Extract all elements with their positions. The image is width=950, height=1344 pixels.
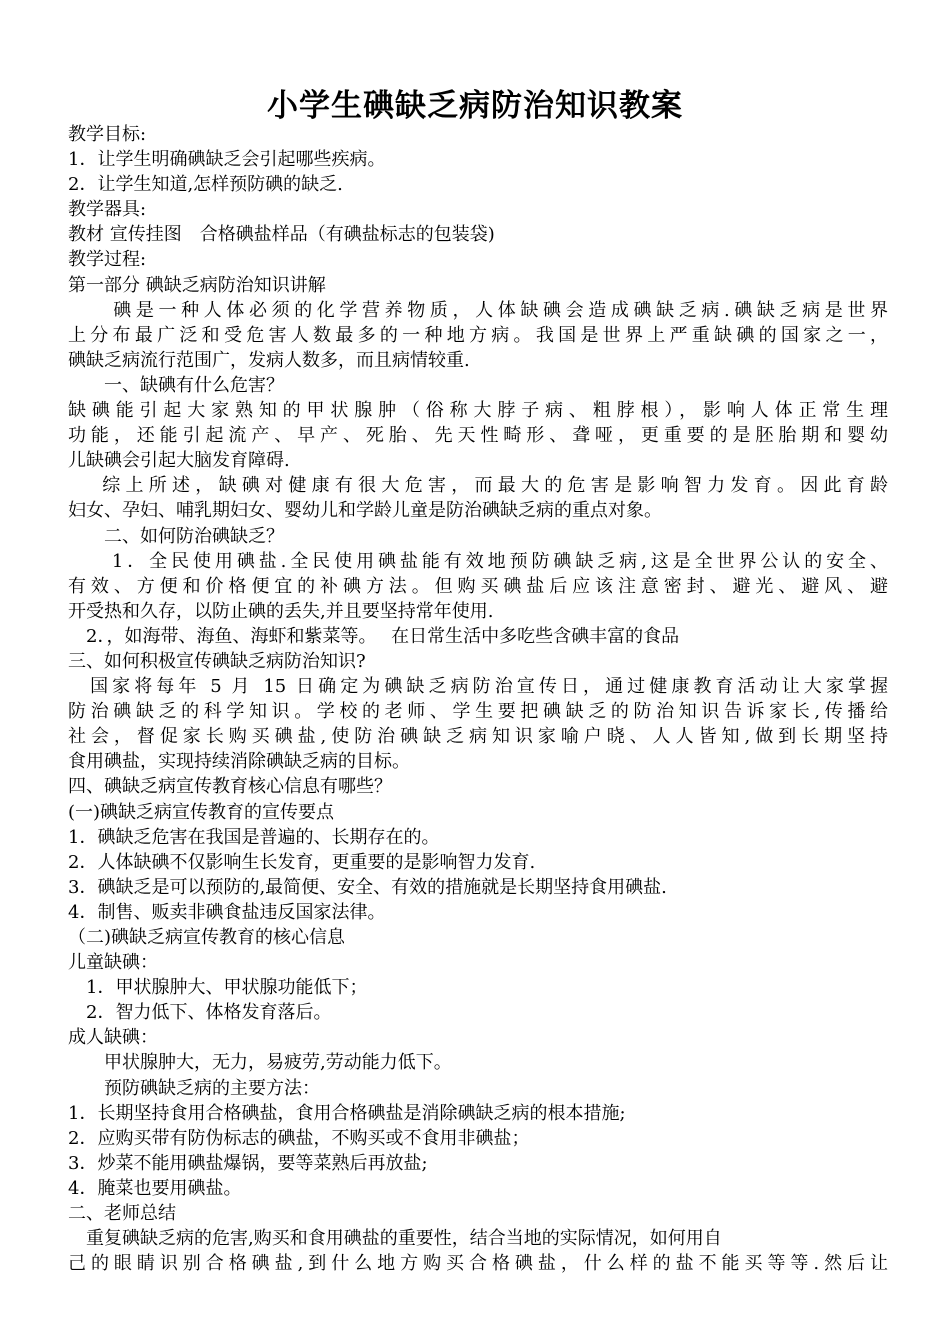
text-line: 1．甲状腺肿大、甲状腺功能低下； — [68, 977, 368, 999]
text-line: 成人缺碘： — [68, 1027, 158, 1049]
text-line: 3．碘缺乏是可以预防的,最简便、安全、有效的措施就是长期坚持食用碘盐. — [68, 876, 667, 898]
text-line: 甲状腺肿大，无力，易疲劳,劳动能力低下。 — [68, 1052, 452, 1074]
text-line: 缺碘能引起大家熟知的甲状腺肿（俗称大脖子病、粗脖根），影响人体正常生理 — [68, 400, 888, 422]
text-line: 四、碘缺乏病宣传教育核心信息有哪些？ — [68, 776, 392, 798]
text-line: 二、如何防治碘缺乏？ — [68, 525, 284, 547]
text-line: 国家将每年 5 月 15 日确定为碘缺乏病防治宣传日，通过健康教育活动让大家掌握 — [68, 676, 888, 698]
text-line: 重复碘缺乏病的危害,购买和食用碘盐的重要性，结合当地的实际情况，如何用自 — [68, 1228, 722, 1250]
text-line: 2．让学生知道,怎样预防碘的缺乏. — [68, 174, 343, 196]
text-line: 二、老师总结 — [68, 1203, 176, 1225]
text-line: 教材 宣传挂图 合格碘盐样品（有碘盐标志的包装袋) — [68, 224, 495, 246]
document-body — [68, 122, 888, 1276]
text-line: 教学目标: — [68, 124, 147, 145]
text-line: 3．炒菜不能用碘盐爆锅，要等菜熟后再放盐; — [68, 1152, 428, 1174]
text-line: 防治碘缺乏的科学知识。学校的老师、学生要把碘缺乏的防治知识告诉家长,传播给 — [68, 701, 888, 723]
text-line: 1．让学生明确碘缺乏会引起哪些疾病。 — [68, 149, 386, 171]
text-line: 2．，如海带、海鱼、海虾和紫菜等。 在日常生活中多吃些含碘丰富的食品 — [68, 625, 680, 647]
text-line: 一、缺碘有什么危害？ — [68, 374, 284, 396]
text-line: （二)碘缺乏病宣传教育的核心信息 — [68, 927, 346, 948]
text-line: 第一部分 碘缺乏病防治知识讲解 — [68, 274, 326, 296]
text-line: 2．智力低下、体格发育落后。 — [68, 1002, 332, 1024]
text-line: 上分布最广泛和受危害人数最多的一种地方病。我国是世界上严重缺碘的国家之一， — [68, 324, 888, 346]
text-line: 1．长期坚持食用合格碘盐，食用合格碘盐是消除碘缺乏病的根本措施; — [68, 1102, 626, 1124]
text-line: 功能，还能引起流产、早产、死胎、先天性畸形、聋哑，更重要的是胚胎期和婴幼 — [68, 425, 888, 447]
text-line: 2．应购买带有防伪标志的碘盐，不购买或不食用非碘盐； — [68, 1127, 530, 1149]
text-line: 2．人体缺碘不仅影响生长发育，更重要的是影响智力发育. — [68, 851, 536, 873]
text-line: 儿童缺碘： — [68, 952, 158, 974]
text-line: 1．碘缺乏危害在我国是普遍的、长期存在的。 — [68, 826, 440, 848]
text-line: 己的眼睛识别合格碘盐,到什么地方购买合格碘盐，什么样的盐不能买等等.然后让 — [68, 1253, 888, 1275]
text-line: 食用碘盐，实现持续消除碘缺乏病的目标。 — [68, 751, 410, 773]
text-line: 三、如何积极宣传碘缺乏病防治知识? — [68, 650, 366, 672]
text-line: 社会，督促家长购买碘盐,使防治碘缺乏病知识家喻户晓、人人皆知,做到长期坚持 — [68, 726, 888, 748]
text-line: 4．制售、贩卖非碘食盐违反国家法律。 — [68, 901, 386, 923]
text-line: 开受热和久存，以防止碘的丢失,并且要坚持常年使用. — [68, 600, 494, 622]
text-line: (一)碘缺乏病宣传教育的宣传要点 — [68, 801, 335, 823]
text-line: 教学过程: — [68, 249, 147, 271]
text-line: 综上所述，缺碘对健康有很大危害，而最大的危害是影响智力发育。因此育龄 — [68, 475, 888, 497]
text-line: 碘缺乏病流行范围广，发病人数多，而且病情较重. — [68, 349, 470, 371]
text-line: 4．腌菜也要用碘盐。 — [68, 1177, 242, 1199]
text-line: 儿缺碘会引起大脑发育障碍. — [68, 450, 290, 472]
text-line: 教学器具: — [68, 199, 147, 221]
text-line: 有效、方便和价格便宜的补碘方法。但购买碘盐后应该注意密封、避光、避风、避 — [68, 575, 888, 597]
text-line: 碘是一种人体必须的化学营养物质，人体缺碘会造成碘缺乏病.碘缺乏病是世界 — [68, 299, 888, 321]
text-line: 预防碘缺乏病的主要方法： — [68, 1077, 320, 1099]
text-line: 妇女、孕妇、哺乳期妇女、婴幼儿和学龄儿童是防治碘缺乏病的重点对象。 — [68, 500, 662, 522]
document-title: 小学生碘缺乏病防治知识教案 — [267, 88, 683, 124]
text-line: 1．全民使用碘盐.全民使用碘盐能有效地预防碘缺乏病,这是全世界公认的安全、 — [68, 550, 888, 572]
